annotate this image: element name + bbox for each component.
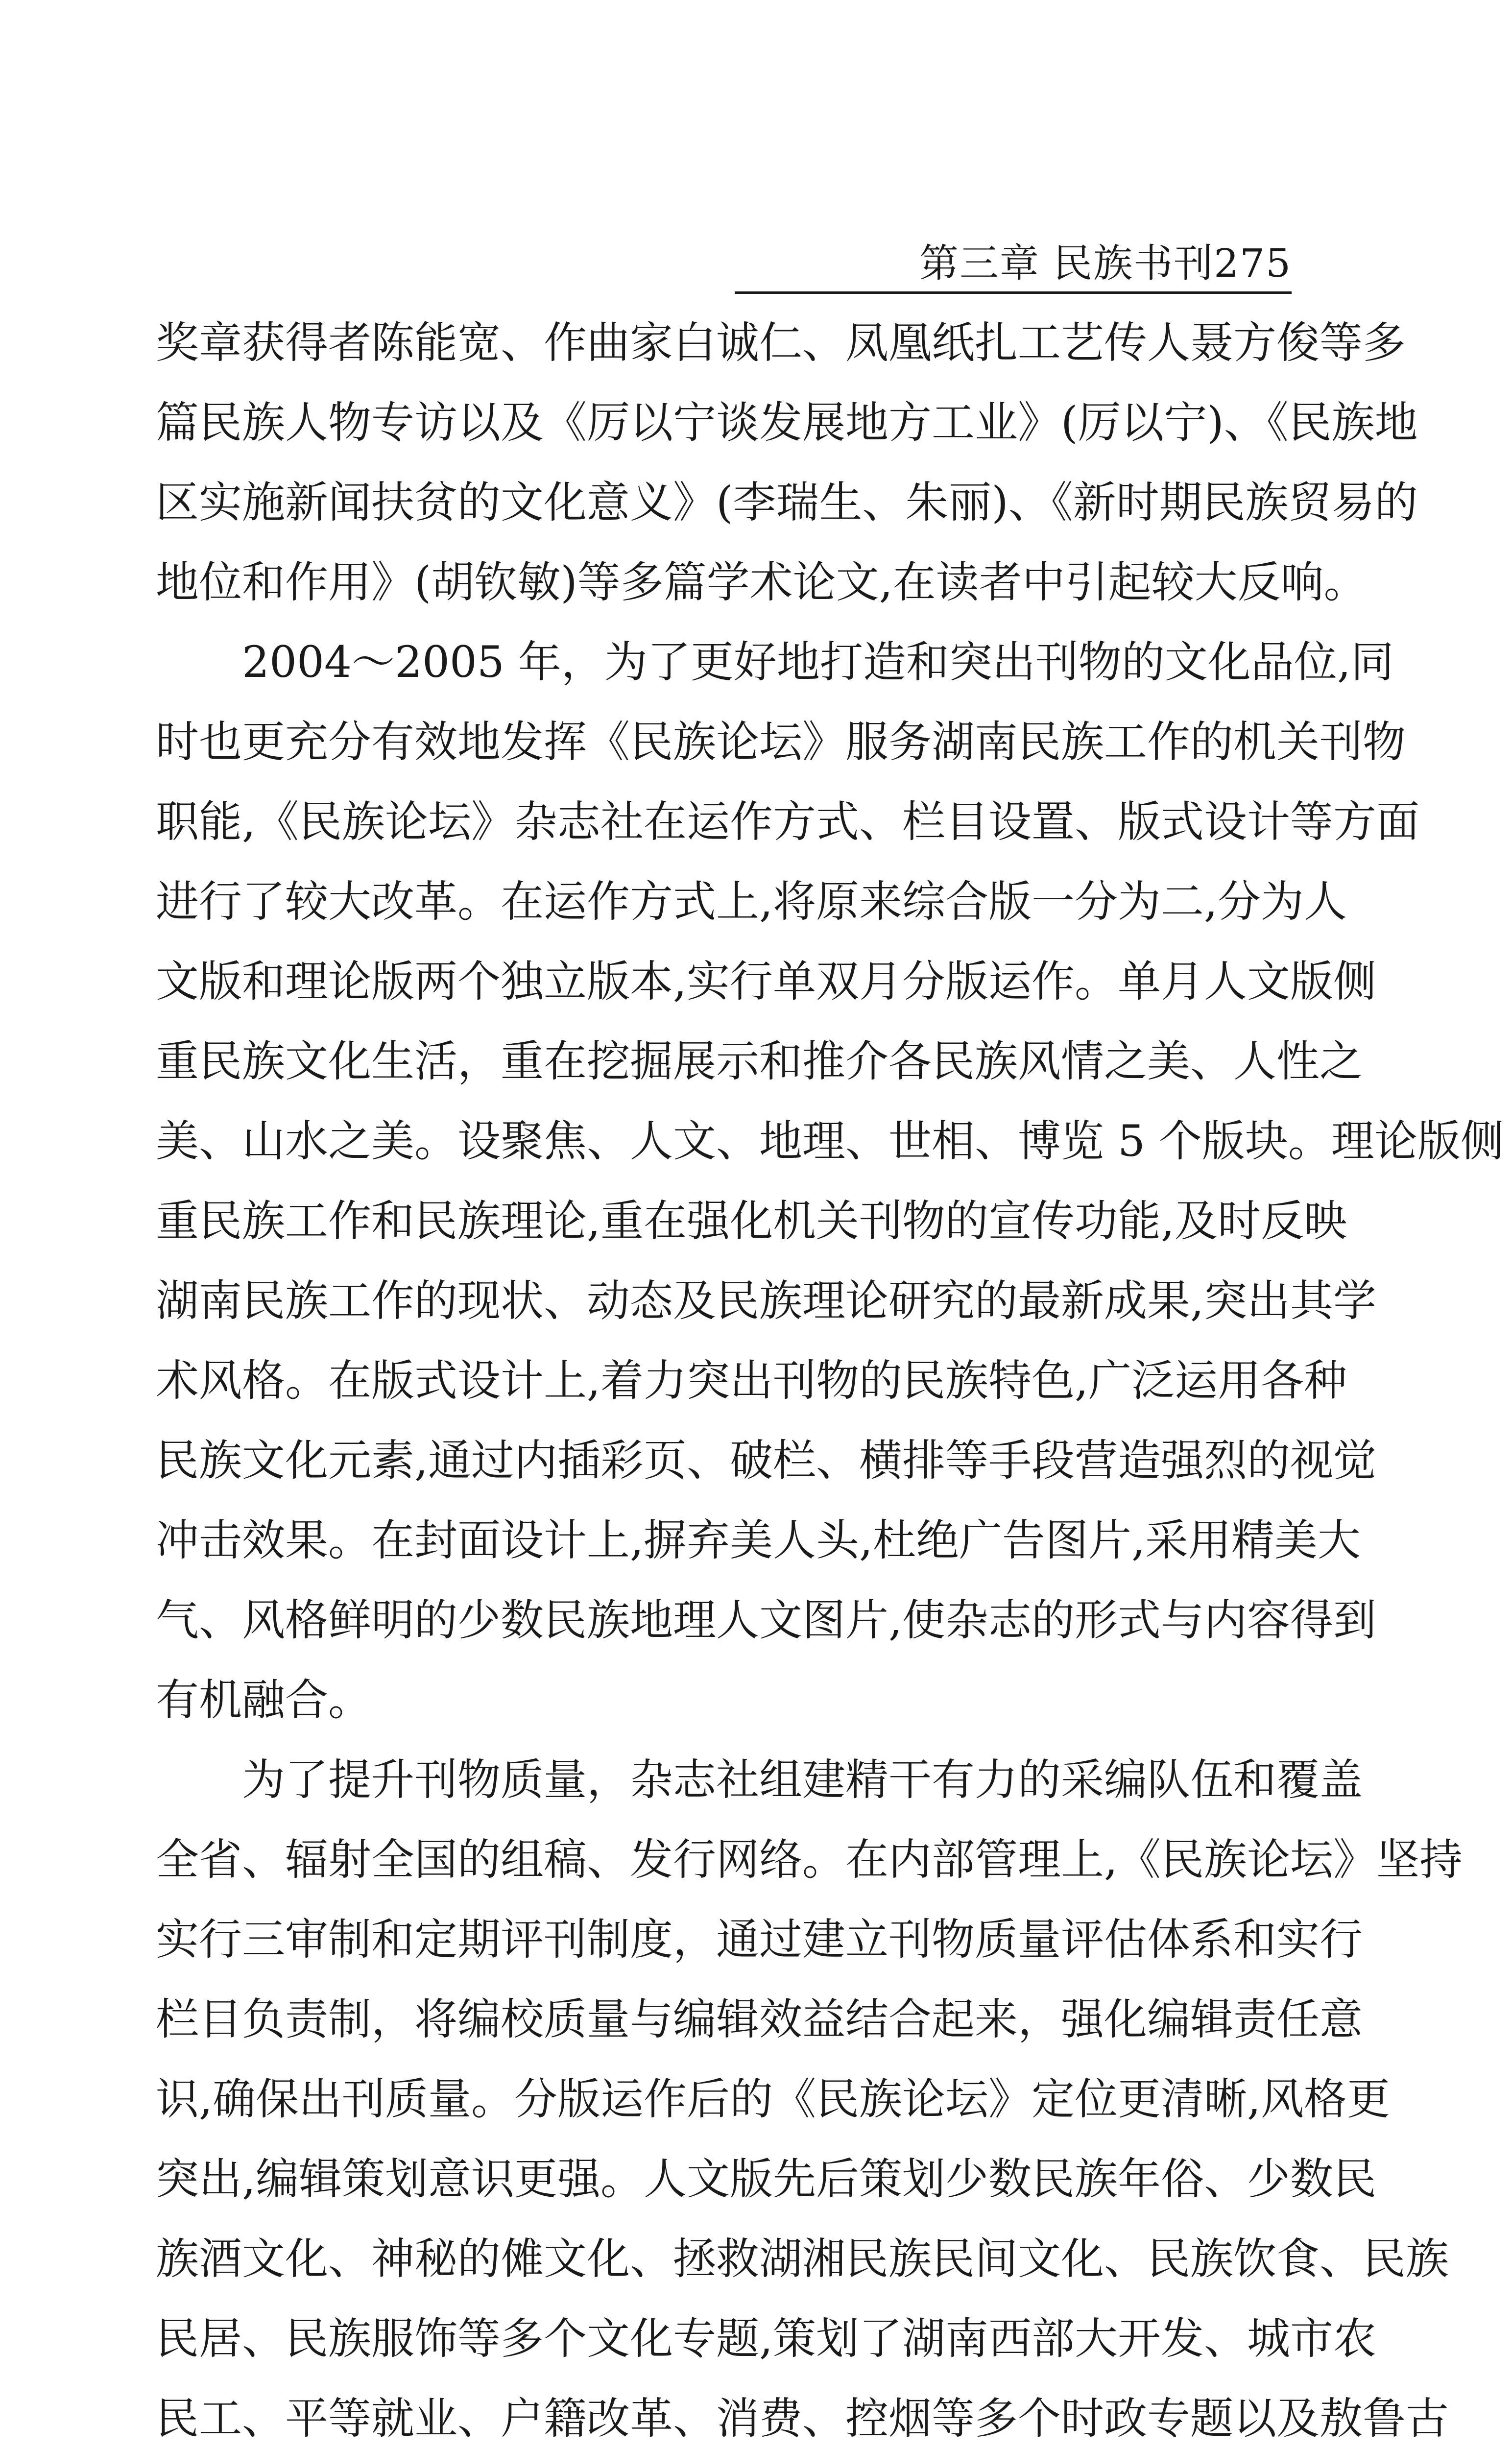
text-line: 实行三审制和定期评刊制度，通过建立刊物质量评估体系和实行: [156, 1914, 1363, 1965]
text-line: 区实施新闻扶贫的文化意义》(李瑞生、朱丽)、《新时期民族贸易的: [156, 477, 1418, 528]
text-line: 民工、平等就业、户籍改革、消费、控烟等多个时政专题以及敖鲁古: [156, 2393, 1449, 2444]
text-line: 气、风格鲜明的少数民族地理人文图片,使杂志的形式与内容得到: [156, 1595, 1376, 1645]
running-head: [919, 239, 1292, 288]
text-line: 突出,编辑策划意识更强。人文版先后策划少数民族年俗、少数民: [156, 2154, 1376, 2204]
text-line: 重民族工作和民族理论,重在强化机关刊物的宣传功能,及时反映: [156, 1196, 1347, 1246]
text-line: 篇民族人物专访以及《厉以宁谈发展地方工业》(厉以宁)、《民族地: [156, 397, 1418, 448]
header-rule: [735, 291, 1292, 294]
text-line: 湖南民族工作的现状、动态及民族理论研究的最新成果,突出其学: [156, 1275, 1376, 1326]
text-line: 奖章获得者陈能宽、作曲家白诚仁、凤凰纸扎工艺传人聂方俊等多: [156, 317, 1406, 368]
text-line: 冲击效果。在封面设计上,摒弃美人头,杜绝广告图片,采用精美大: [156, 1515, 1361, 1565]
chapter-title: 第三章 民族书刊: [919, 240, 1214, 286]
text-line: 术风格。在版式设计上,着力突出刊物的民族特色,广泛运用各种: [156, 1355, 1347, 1406]
text-line: 地位和作用》(胡钦敏)等多篇学术论文,在读者中引起较大反响。: [156, 557, 1367, 607]
paragraph-3: [156, 1740, 1463, 2449]
body-text: [156, 303, 1504, 2449]
text-line: 2004～2005 年，为了更好地打造和突出刊物的文化品位,同: [242, 637, 1394, 687]
text-line: 职能,《民族论坛》杂志社在运作方式、栏目设置、版式设计等方面: [156, 796, 1419, 847]
paragraph-1: [156, 303, 1418, 622]
paragraph-2: [156, 622, 1504, 1740]
page-number: 275: [1214, 240, 1292, 286]
text-line: 进行了较大改革。在运作方式上,将原来综合版一分为二,分为人: [156, 876, 1347, 927]
text-line: 美、山水之美。设聚焦、人文、地理、世相、博览 5 个版块。理论版侧: [156, 1116, 1504, 1166]
text-line: 为了提升刊物质量，杂志社组建精干有力的采编队伍和覆盖: [242, 1754, 1363, 1805]
text-line: 时也更充分有效地发挥《民族论坛》服务湖南民族工作的机关刊物: [156, 717, 1406, 767]
text-line: 民族文化元素,通过内插彩页、破栏、横排等手段营造强烈的视觉: [156, 1435, 1376, 1486]
text-line: 有机融合。: [156, 1675, 372, 1725]
text-line: 识,确保出刊质量。分版运作后的《民族论坛》定位更清晰,风格更: [156, 2074, 1390, 2124]
text-line: 重民族文化生活，重在挖掘展示和推介各民族风情之美、人性之: [156, 1036, 1363, 1086]
text-line: 栏目负责制，将编校质量与编辑效益结合起来，强化编辑责任意: [156, 1994, 1363, 2044]
text-line: 族酒文化、神秘的傩文化、拯救湖湘民族民间文化、民族饮食、民族: [156, 2233, 1449, 2284]
text-line: 全省、辐射全国的组稿、发行网络。在内部管理上,《民族论坛》坚持: [156, 1834, 1463, 1885]
text-line: 民居、民族服饰等多个文化专题,策划了湖南西部大开发、城市农: [156, 2313, 1376, 2364]
text-line: 文版和理论版两个独立版本,实行单双月分版运作。单月人文版侧: [156, 956, 1376, 1007]
